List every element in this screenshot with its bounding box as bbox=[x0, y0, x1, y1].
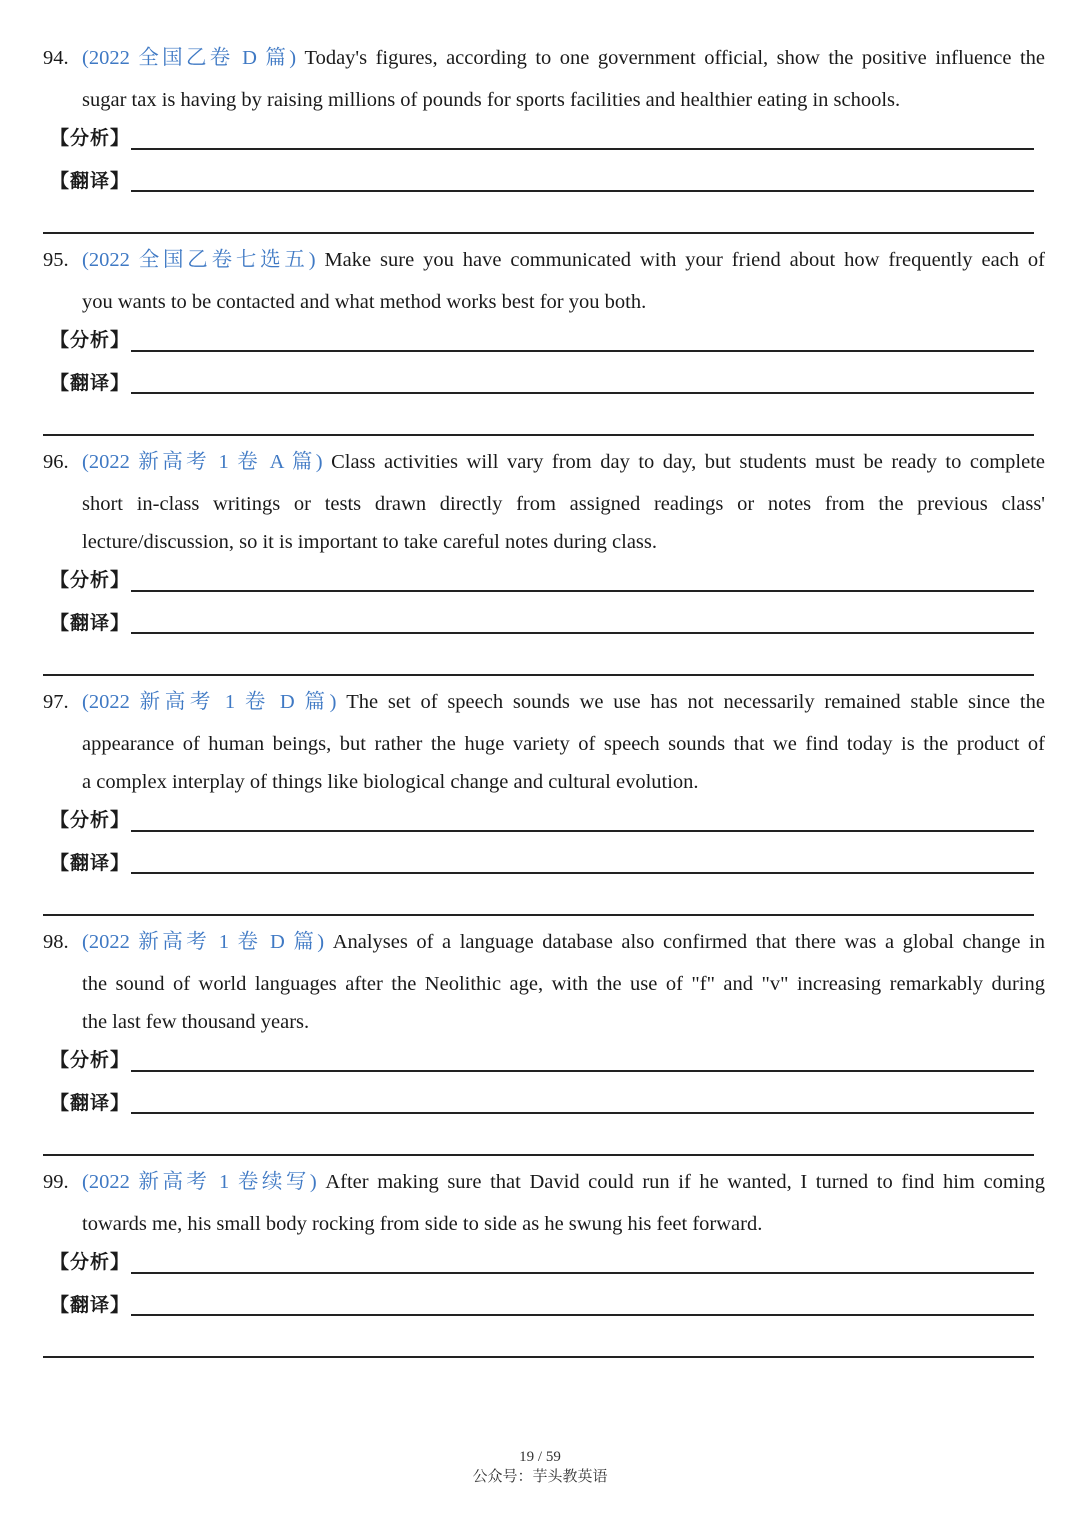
question-number: 96. bbox=[43, 451, 69, 473]
analysis-answer-line[interactable] bbox=[131, 830, 1034, 832]
analysis-label: 【分析】 bbox=[50, 569, 131, 591]
question-text-line-2: sugar tax is having by raising millions of pounds for sports facilities and healthier eating in schools. bbox=[82, 89, 901, 111]
question-number: 98. bbox=[43, 931, 69, 953]
translation-answer-line[interactable] bbox=[131, 1112, 1034, 1114]
translation-answer-line-2[interactable] bbox=[43, 232, 1034, 234]
question-source: (2022 全国乙卷七选五) bbox=[82, 249, 316, 271]
question-text-line-1: (2022 全国乙卷 D 篇) Today's figures, according to one government official, show the positive influence the bbox=[82, 47, 1045, 69]
footer-account: 公众号：芋头教英语 bbox=[472, 1469, 608, 1485]
question-number: 97. bbox=[43, 691, 69, 713]
question-number: 95. bbox=[43, 249, 69, 271]
question-text-line-2: towards me, his small body rocking from side to side as he swung his feet forward. bbox=[82, 1213, 763, 1235]
translation-label: 【翻译】 bbox=[50, 170, 131, 192]
translation-answer-line-2[interactable] bbox=[43, 1154, 1034, 1156]
question-source: (2022 新高考 1 卷 A 篇) bbox=[82, 451, 323, 473]
translation-answer-line[interactable] bbox=[131, 632, 1034, 634]
question-number: 94. bbox=[43, 47, 69, 69]
page-number: 19 / 59 bbox=[519, 1449, 561, 1465]
question-text-line-2: the sound of world languages after the Neolithic age, with the use of "f" and "v" increasing remarkably during bbox=[82, 973, 1045, 995]
question-source: (2022 新高考 1 卷 D 篇) bbox=[82, 691, 337, 713]
translation-answer-line-2[interactable] bbox=[43, 1356, 1034, 1358]
question-source: (2022 新高考 1 卷 D 篇) bbox=[82, 931, 325, 953]
translation-answer-line[interactable] bbox=[131, 872, 1034, 874]
translation-label: 【翻译】 bbox=[50, 1294, 131, 1316]
question-source: (2022 全国乙卷 D 篇) bbox=[82, 47, 297, 69]
analysis-answer-line[interactable] bbox=[131, 590, 1034, 592]
translation-answer-line-2[interactable] bbox=[43, 434, 1034, 436]
question-number: 99. bbox=[43, 1171, 69, 1193]
analysis-answer-line[interactable] bbox=[131, 148, 1034, 150]
analysis-label: 【分析】 bbox=[50, 1049, 131, 1071]
question-text-line-2: you wants to be contacted and what method works best for you both. bbox=[82, 291, 647, 313]
translation-label: 【翻译】 bbox=[50, 372, 131, 394]
analysis-label: 【分析】 bbox=[50, 127, 131, 149]
question-text-line-3: a complex interplay of things like biological change and cultural evolution. bbox=[82, 771, 699, 793]
translation-answer-line[interactable] bbox=[131, 190, 1034, 192]
question-source: (2022 新高考 1 卷续写) bbox=[82, 1171, 317, 1193]
question-text-line-2: appearance of human beings, but rather the huge variety of speech sounds that we find today is the product of bbox=[82, 733, 1045, 755]
analysis-label: 【分析】 bbox=[50, 809, 131, 831]
question-text-line-1: (2022 新高考 1 卷 A 篇) Class activities will vary from day to day, but students must be ready to complete bbox=[82, 451, 1045, 473]
analysis-answer-line[interactable] bbox=[131, 1272, 1034, 1274]
question-text-line-2: short in-class writings or tests drawn directly from assigned readings or notes from the previous class' bbox=[82, 493, 1045, 515]
question-text-line-3: the last few thousand years. bbox=[82, 1011, 310, 1033]
analysis-label: 【分析】 bbox=[50, 1251, 131, 1273]
analysis-answer-line[interactable] bbox=[131, 350, 1034, 352]
translation-answer-line[interactable] bbox=[131, 1314, 1034, 1316]
translation-label: 【翻译】 bbox=[50, 612, 131, 634]
translation-answer-line-2[interactable] bbox=[43, 674, 1034, 676]
question-text-line-3: lecture/discussion, so it is important to take careful notes during class. bbox=[82, 531, 658, 553]
question-text-line-1: (2022 新高考 1 卷 D 篇) Analyses of a language database also confirmed that there was a global change in bbox=[82, 931, 1045, 953]
translation-answer-line-2[interactable] bbox=[43, 914, 1034, 916]
translation-label: 【翻译】 bbox=[50, 1092, 131, 1114]
question-text-line-1: (2022 全国乙卷七选五) Make sure you have communicated with your friend about how frequently each of bbox=[82, 249, 1045, 271]
translation-label: 【翻译】 bbox=[50, 852, 131, 874]
analysis-answer-line[interactable] bbox=[131, 1070, 1034, 1072]
question-text-line-1: (2022 新高考 1 卷 D 篇) The set of speech sounds we use has not necessarily remained stable since the bbox=[82, 691, 1045, 713]
analysis-label: 【分析】 bbox=[50, 329, 131, 351]
translation-answer-line[interactable] bbox=[131, 392, 1034, 394]
question-text-line-1: (2022 新高考 1 卷续写) After making sure that David could run if he wanted, I turned to find him coming bbox=[82, 1171, 1045, 1193]
